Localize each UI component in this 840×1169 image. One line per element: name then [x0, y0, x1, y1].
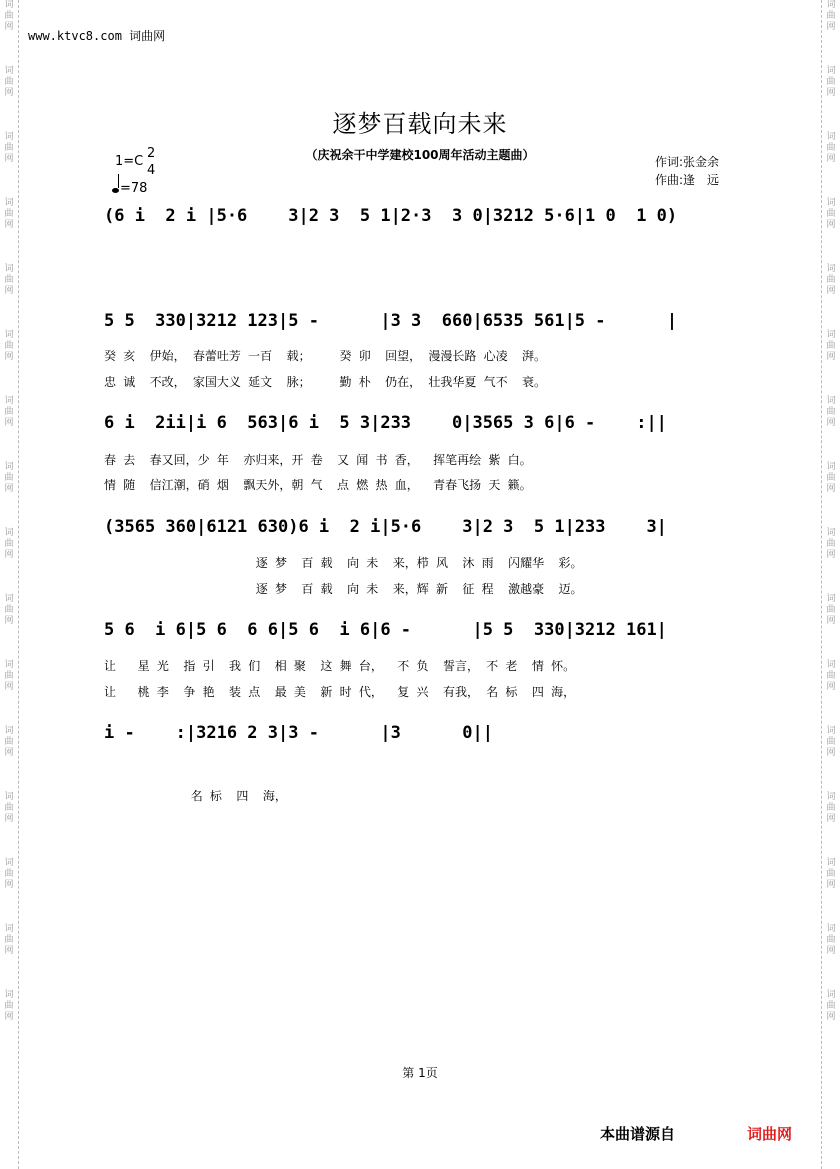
- song-subtitle: （庆祝余干中学建校100周年活动主题曲）: [305, 148, 535, 162]
- lyrics-chorus-1-line-4: 逐 梦 百 载 向 未 来，栉 风 沐 雨 闪耀华 彩。: [104, 556, 583, 570]
- lyrics-verse-2-line-3: 情 随 信江潮，硝 烟 飘天外，朝 气 点 燃 热 血， 青春飞扬 天 籁。: [104, 478, 532, 492]
- score-system-2: 5 5 330|3212 123|5 - |3 3 660|6535 561|5 - |: [104, 311, 678, 331]
- lyrics-ending: 名 标 四 海，: [104, 789, 287, 803]
- brand-link[interactable]: 词曲网: [747, 1125, 793, 1143]
- lyrics-verse-1-line-2: 癸 亥 伊始， 春蕾吐芳 一百 载； 癸 卯 回望， 漫漫长路 心凌 湃。: [104, 349, 547, 363]
- composer-credit: 作曲:逢 远: [655, 173, 720, 187]
- lyricist-credit: 作词:张金余: [655, 155, 720, 169]
- left-watermark-strip: 词 曲 网 词 曲 网 词 曲 网 词 曲 网 词 曲 网 词 曲 网 词 曲 网 词 曲 网 词 曲 网 词 曲 网 词 曲 网 词 曲 网 词 曲 网 词 曲 网 词 曲 网 词 曲 网: [0, 0, 19, 1169]
- time-signature-top: 2: [147, 146, 156, 161]
- score-system-4: (3565 360|6121 630)6 i 2 i|5·6 3|2 3 5 1|233 3|: [104, 517, 667, 537]
- lyrics-verse-2-line-2: 忠 诚 不改， 家国大义 延文 脉； 勤 朴 仍在， 壮我华夏 气不 衰。: [104, 375, 547, 389]
- site-url-label[interactable]: www.ktvc8.com 词曲网: [28, 29, 166, 43]
- time-signature: [147, 145, 155, 179]
- lyrics-chorus-1-line-5: 让 星 光 指 引 我 们 相 聚 这 舞 台， 不 负 誓言， 不 老 情 怀。: [104, 659, 576, 673]
- quarter-note-icon: [112, 188, 119, 193]
- song-title: 逐梦百载向未来: [332, 110, 508, 138]
- score-system-5: 5 6 i 6|5 6 6 6|5 6 i 6|6 - |5 5 330|3212 161|: [104, 620, 667, 640]
- tempo-value: =78: [120, 181, 148, 196]
- score-system-1: (6 i 2 i |5·6 3|2 3 5 1|2·3 3 0|3212 5·6|1 0 1 0): [104, 206, 678, 226]
- lyrics-verse-1-line-3: 春 去 春又回，少 年 亦归来，开 卷 又 闻 书 香， 挥笔再绘 紫 白。: [104, 453, 532, 467]
- key-signature: 1=C: [115, 154, 144, 169]
- tempo-marking: [112, 178, 147, 196]
- page-number: 第 1页: [402, 1066, 438, 1080]
- score-system-3: 6 i 2ii|i 6 563|6 i 5 3|233 0|3565 3 6|6 - :||: [104, 413, 667, 433]
- note-stem: [118, 174, 119, 188]
- lyrics-chorus-2-line-4: 逐 梦 百 载 向 未 来，辉 新 征 程 激越豪 迈。: [104, 582, 583, 596]
- time-signature-bottom: 4: [147, 163, 156, 178]
- right-watermark-strip: 词 曲 网 词 曲 网 词 曲 网 词 曲 网 词 曲 网 词 曲 网 词 曲 网 词 曲 网 词 曲 网 词 曲 网 词 曲 网 词 曲 网 词 曲 网 词 曲 网 词 曲 网 词 曲 网: [821, 0, 840, 1169]
- lyrics-chorus-2-line-5: 让 桃 李 争 艳 装 点 最 美 新 时 代， 复 兴 有我， 名 标 四 海，: [104, 685, 576, 699]
- score-system-6: i - :|3216 2 3|3 - |3 0||: [104, 723, 493, 743]
- source-label: 本曲谱源自: [600, 1125, 676, 1143]
